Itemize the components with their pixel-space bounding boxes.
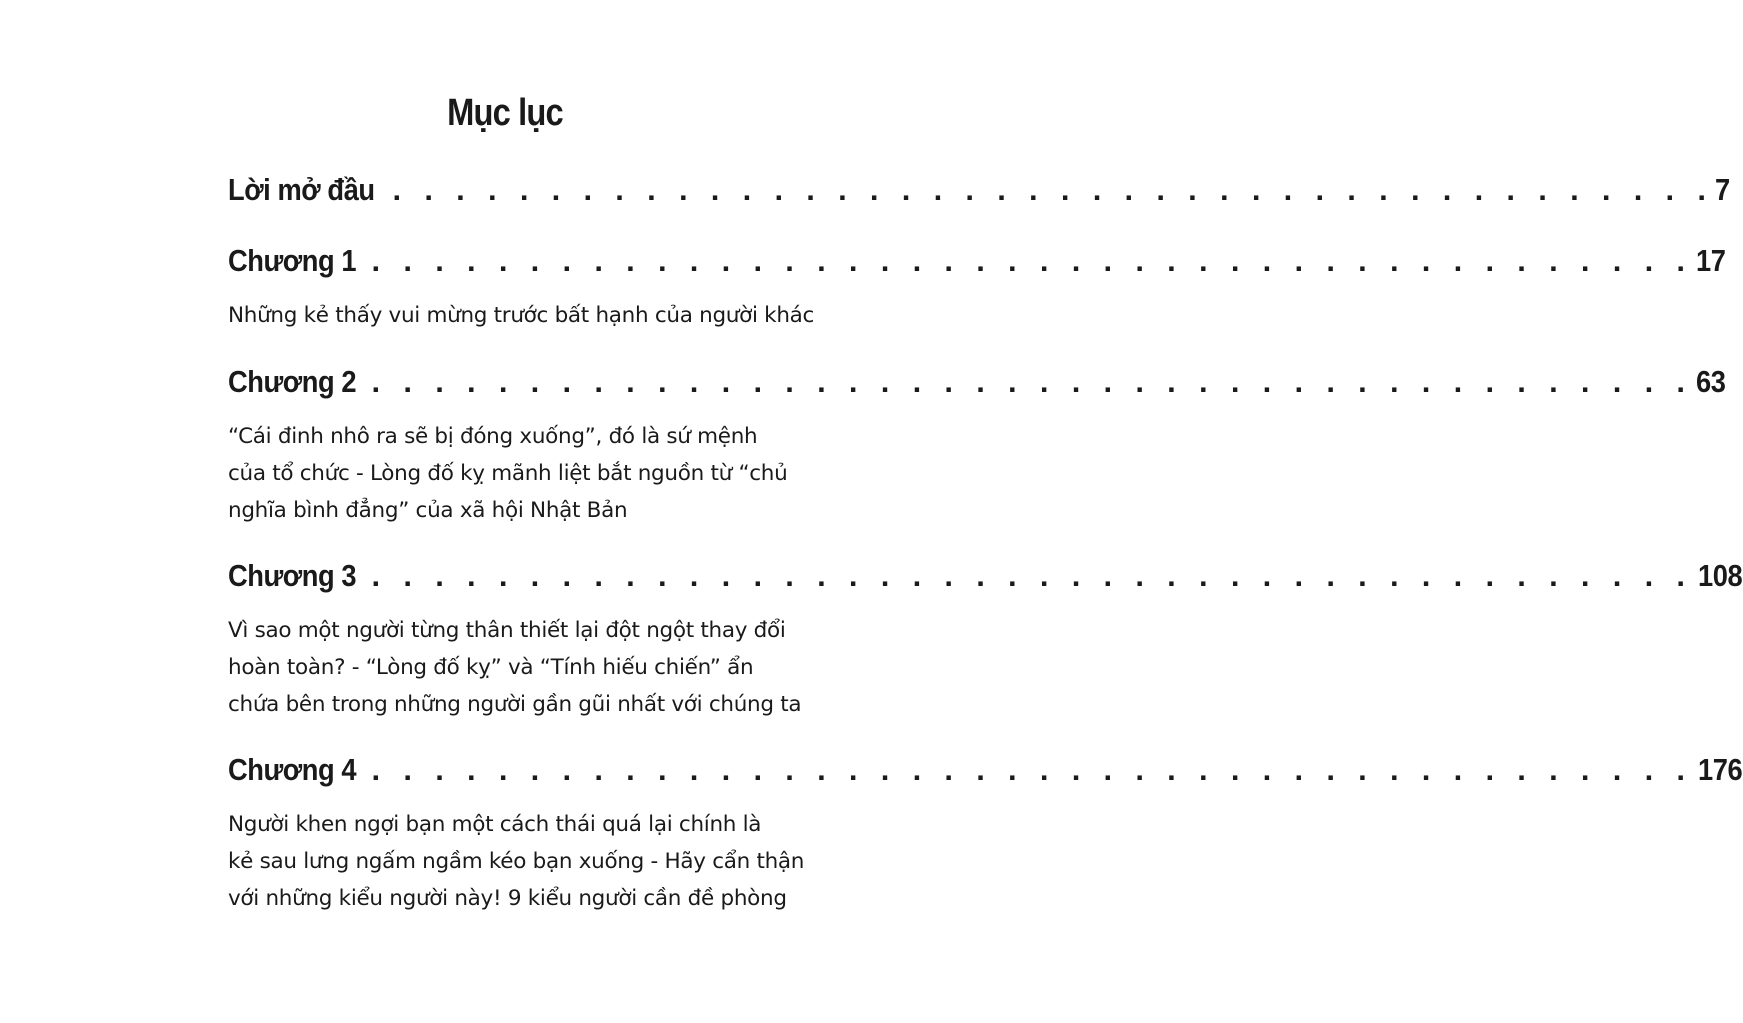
description-line: hoàn toàn? - “Lòng đố kỵ” và “Tính hiếu chiến” ẩn [228,655,754,680]
dot-leader: . . . . . . . . . . . . . . . . . . . . . . . . . . . . . . . . . . . . . . . . . . [392,172,1714,207]
toc-entry-page-number: 176 [1698,752,1743,787]
toc-entry-label: Chương 1 [228,243,357,278]
toc-entry-label: Lời mở đầu [228,172,375,207]
toc-entry-page-number: 7 [1715,172,1731,207]
toc-entry-description [228,297,815,334]
dot-leader: . . . . . . . . . . . . . . . . . . . . . . . . . . . . . . . . . . . . . . . . . . [371,558,1693,593]
description-line: chứa bên trong những người gần gũi nhất với chúng ta [228,692,802,717]
description-line: kẻ sau lưng ngấm ngầm kéo bạn xuống - Hãy cẩn thận [228,849,805,874]
toc-entry-description [228,612,802,723]
description-line: Những kẻ thấy vui mừng trước bất hạnh của người khác [228,303,815,328]
toc-entry-chapter-4 [228,752,1743,917]
dot-leader: . . . . . . . . . . . . . . . . . . . . . . . . . . . . . . . . . . . . . . . . . . [371,243,1693,278]
toc-entry-heading [228,364,1726,408]
description-line: của tổ chức - Lòng đố kỵ mãnh liệt bắt nguồn từ “chủ [228,461,788,486]
description-line: Người khen ngợi bạn một cách thái quá lại chính là [228,812,762,837]
toc-entry-label: Chương 4 [228,752,357,787]
toc-entry-description [228,418,788,529]
page-title: Mục lục [447,92,563,134]
toc-entry-chapter-2 [228,364,1726,529]
toc-entry-page-number: 108 [1698,558,1743,593]
description-line: “Cái đinh nhô ra sẽ bị đóng xuống”, đó là sứ mệnh [228,424,758,449]
toc-entry-chapter-3 [228,558,1743,723]
toc-entry-heading [228,752,1743,796]
toc-entry-heading [228,243,1726,287]
toc-entry-heading [228,558,1743,602]
toc-entry-page-number: 63 [1696,364,1726,399]
description-line: với những kiểu người này! 9 kiểu người cần đề phòng [228,886,787,911]
toc-entry-label: Chương 3 [228,558,357,593]
toc-entry-preface [228,172,1731,216]
toc-entry-chapter-1 [228,243,1726,334]
dot-leader: . . . . . . . . . . . . . . . . . . . . . . . . . . . . . . . . . . . . . . . . . . [371,364,1693,399]
toc-entry-description [228,806,805,917]
dot-leader: . . . . . . . . . . . . . . . . . . . . . . . . . . . . . . . . . . . . . . . . . . [371,752,1693,787]
toc-entry-label: Chương 2 [228,364,357,399]
description-line: Vì sao một người từng thân thiết lại đột ngột thay đổi [228,618,786,643]
description-line: nghĩa bình đẳng” của xã hội Nhật Bản [228,498,628,523]
toc-entry-heading [228,172,1731,216]
toc-entry-page-number: 17 [1696,243,1726,278]
